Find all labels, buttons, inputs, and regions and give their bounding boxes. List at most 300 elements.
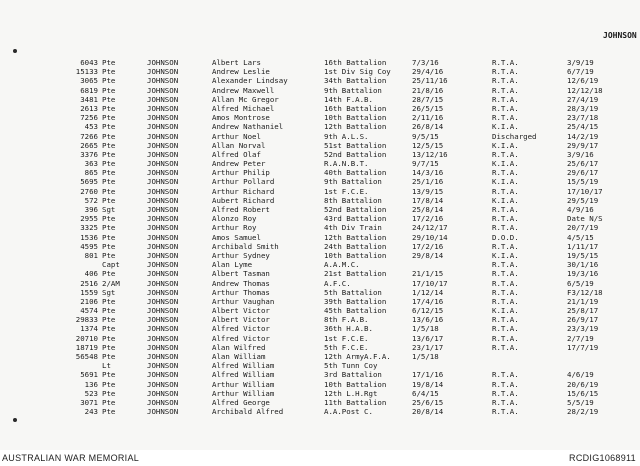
fate: R.T.A. bbox=[492, 324, 519, 334]
rank: Pte bbox=[102, 177, 116, 187]
fate-date: 29/5/19 bbox=[567, 195, 599, 205]
rank: Sgt bbox=[102, 205, 116, 214]
fate-date: 29/9/17 bbox=[567, 140, 599, 150]
given-names: Alfred William bbox=[212, 370, 275, 380]
fate: R.T.A. bbox=[492, 214, 519, 224]
rank: Pte bbox=[102, 195, 116, 205]
fate-date: 4/6/19 bbox=[567, 370, 594, 380]
roll-row bbox=[0, 306, 640, 315]
unit: 4th Div Train bbox=[324, 223, 382, 233]
unit: 10th Battalion bbox=[324, 379, 387, 389]
fate: R.T.A. bbox=[492, 379, 519, 389]
rank: Pte bbox=[102, 159, 116, 169]
enlistment-date: 17/10/17 bbox=[412, 278, 448, 288]
given-names: Alan Wilfred bbox=[212, 342, 266, 352]
fate: R.T.A. bbox=[492, 333, 519, 343]
nominal-roll-list bbox=[0, 58, 640, 416]
surname: JOHNSON bbox=[147, 214, 179, 224]
fate-date: 3/9/19 bbox=[567, 58, 594, 67]
fate: R.T.A. bbox=[492, 296, 519, 306]
service-number: 1559 bbox=[80, 287, 98, 297]
rank: Pte bbox=[102, 223, 116, 233]
service-number: 29833 bbox=[75, 315, 98, 325]
unit: R.A.N.B.T. bbox=[324, 159, 369, 169]
service-number: 1374 bbox=[80, 324, 98, 334]
surname: JOHNSON bbox=[147, 342, 179, 352]
unit: 5th Tunn Coy bbox=[324, 361, 378, 371]
archive-footer bbox=[0, 450, 640, 466]
fate-date: 28/3/19 bbox=[567, 103, 599, 113]
service-number: 3071 bbox=[80, 397, 98, 407]
unit: 24th Battalion bbox=[324, 241, 387, 251]
surname: JOHNSON bbox=[147, 250, 179, 260]
surname: JOHNSON bbox=[147, 333, 179, 343]
roll-row bbox=[0, 269, 640, 278]
service-number: 406 bbox=[84, 269, 98, 279]
enlistment-date: 1/5/18 bbox=[412, 324, 439, 334]
service-number: 2665 bbox=[80, 140, 98, 150]
enlistment-date: 29/4/16 bbox=[412, 67, 444, 77]
unit: 10th Battalion bbox=[324, 113, 387, 123]
surname: JOHNSON bbox=[147, 269, 179, 279]
given-names: Arthur William bbox=[212, 379, 275, 389]
service-number: 3065 bbox=[80, 76, 98, 86]
fate: D.O.D. bbox=[492, 232, 519, 242]
roll-row bbox=[0, 150, 640, 159]
service-number: 1536 bbox=[80, 232, 98, 242]
roll-row bbox=[0, 104, 640, 113]
fate-date: 25/4/15 bbox=[567, 122, 599, 132]
enlistment-date: 1/12/14 bbox=[412, 287, 444, 297]
enlistment-date: 13/9/15 bbox=[412, 186, 444, 196]
surname: JOHNSON bbox=[147, 388, 179, 398]
given-names: Archibald Smith bbox=[212, 241, 279, 251]
given-names: Allan Norval bbox=[212, 140, 266, 150]
unit: 52nd Battalion bbox=[324, 205, 387, 214]
service-number: 3325 bbox=[80, 223, 98, 233]
surname: JOHNSON bbox=[147, 241, 179, 251]
enlistment-date: 12/5/15 bbox=[412, 140, 444, 150]
surname: JOHNSON bbox=[147, 232, 179, 242]
rank: Pte bbox=[102, 103, 116, 113]
enlistment-date: 13/6/17 bbox=[412, 333, 444, 343]
unit: 12th L.H.Rgt bbox=[324, 388, 378, 398]
service-number: 2955 bbox=[80, 214, 98, 224]
enlistment-date: 26/8/14 bbox=[412, 122, 444, 132]
given-names: Albert Victor bbox=[212, 306, 270, 316]
surname: JOHNSON bbox=[147, 168, 179, 178]
surname: JOHNSON bbox=[147, 149, 179, 159]
unit: 45th Battalion bbox=[324, 306, 387, 316]
rank: Pte bbox=[102, 397, 116, 407]
service-number: 6043 bbox=[80, 58, 98, 67]
rank: Lt bbox=[102, 361, 111, 371]
roll-row bbox=[0, 334, 640, 343]
surname: JOHNSON bbox=[147, 397, 179, 407]
given-names: Alfred Robert bbox=[212, 205, 270, 214]
fate-date: 19/3/16 bbox=[567, 269, 599, 279]
roll-row bbox=[0, 132, 640, 141]
enlistment-date: 21/1/15 bbox=[412, 269, 444, 279]
service-number: 6819 bbox=[80, 85, 98, 95]
roll-row bbox=[0, 407, 640, 416]
enlistment-date: 21/8/16 bbox=[412, 85, 444, 95]
service-number: 396 bbox=[84, 205, 98, 214]
service-number: 801 bbox=[84, 250, 98, 260]
enlistment-date: 13/6/16 bbox=[412, 315, 444, 325]
given-names: Allan Mc Gregor bbox=[212, 94, 279, 104]
fate: R.T.A. bbox=[492, 205, 519, 214]
fate: Discharged bbox=[492, 131, 537, 141]
enlistment-date: 26/5/15 bbox=[412, 103, 444, 113]
roll-row bbox=[0, 67, 640, 76]
unit: 40th Battalion bbox=[324, 168, 387, 178]
roll-row bbox=[0, 76, 640, 85]
rank: Pte bbox=[102, 342, 116, 352]
surname: JOHNSON bbox=[147, 85, 179, 95]
roll-row bbox=[0, 177, 640, 186]
surname: JOHNSON bbox=[147, 94, 179, 104]
enlistment-date: 25/6/15 bbox=[412, 397, 444, 407]
given-names: Arthur Thomas bbox=[212, 287, 270, 297]
rank: Pte bbox=[102, 269, 116, 279]
fate: R.T.A. bbox=[492, 269, 519, 279]
service-number: 7256 bbox=[80, 113, 98, 123]
footer-record-id: RCDIG1068911 bbox=[569, 453, 636, 463]
enlistment-date: 2/11/16 bbox=[412, 113, 444, 123]
fate-date: F3/12/18 bbox=[567, 287, 603, 297]
enlistment-date: 13/12/16 bbox=[412, 149, 448, 159]
fate-date: 17/10/17 bbox=[567, 186, 603, 196]
rank: Pte bbox=[102, 241, 116, 251]
service-number: 2760 bbox=[80, 186, 98, 196]
roll-row bbox=[0, 196, 640, 205]
unit: 8th Battalion bbox=[324, 195, 382, 205]
unit: 5th F.C.E. bbox=[324, 342, 369, 352]
surname: JOHNSON bbox=[147, 361, 179, 371]
enlistment-date: 19/8/14 bbox=[412, 379, 444, 389]
fate: K.I.A. bbox=[492, 306, 519, 316]
service-number: 5695 bbox=[80, 177, 98, 187]
fate-date: 23/3/19 bbox=[567, 324, 599, 334]
rank: Pte bbox=[102, 122, 116, 132]
given-names: Arthur William bbox=[212, 388, 275, 398]
given-names: Albert Tasman bbox=[212, 269, 270, 279]
fate-date: 30/1/16 bbox=[567, 260, 599, 270]
service-number: 2106 bbox=[80, 296, 98, 306]
roll-row bbox=[0, 113, 640, 122]
unit: 51st Battalion bbox=[324, 140, 387, 150]
rank: Pte bbox=[102, 131, 116, 141]
given-names: Alexander Lindsay bbox=[212, 76, 288, 86]
unit: 43rd Battalion bbox=[324, 214, 387, 224]
enlistment-date: 29/8/14 bbox=[412, 250, 444, 260]
given-names: Amos Samuel bbox=[212, 232, 261, 242]
fate-date: 20/7/19 bbox=[567, 223, 599, 233]
rank: Pte bbox=[102, 149, 116, 159]
enlistment-date: 7/3/16 bbox=[412, 58, 439, 67]
roll-row bbox=[0, 260, 640, 269]
enlistment-date: 25/11/16 bbox=[412, 76, 448, 86]
roll-row bbox=[0, 324, 640, 333]
unit: 1st F.C.E. bbox=[324, 186, 369, 196]
rank: Sgt bbox=[102, 287, 116, 297]
roll-row bbox=[0, 279, 640, 288]
surname: JOHNSON bbox=[147, 296, 179, 306]
unit: 21st Battalion bbox=[324, 269, 387, 279]
given-names: Alfred George bbox=[212, 397, 270, 407]
service-number: 3376 bbox=[80, 149, 98, 159]
fate-date: 4/9/16 bbox=[567, 205, 594, 214]
rank: Pte bbox=[102, 67, 116, 77]
fate: K.I.A. bbox=[492, 159, 519, 169]
rank: Pte bbox=[102, 94, 116, 104]
unit: 12th ArmyA.F.A. bbox=[324, 352, 391, 361]
fate-date: Date N/S bbox=[567, 214, 603, 224]
surname: JOHNSON bbox=[147, 159, 179, 169]
surname: JOHNSON bbox=[147, 287, 179, 297]
service-number: 20710 bbox=[75, 333, 98, 343]
fate: R.T.A. bbox=[492, 397, 519, 407]
rank: Pte bbox=[102, 388, 116, 398]
service-number: 5691 bbox=[80, 370, 98, 380]
fate-date: 12/12/18 bbox=[567, 85, 603, 95]
roll-row bbox=[0, 214, 640, 223]
surname: JOHNSON bbox=[147, 370, 179, 380]
surname: JOHNSON bbox=[147, 140, 179, 150]
given-names: Alfred Victor bbox=[212, 324, 270, 334]
fate: R.T.A. bbox=[492, 287, 519, 297]
enlistment-date: 25/8/14 bbox=[412, 205, 444, 214]
fate: R.T.A. bbox=[492, 67, 519, 77]
fate-date: 1/11/17 bbox=[567, 241, 599, 251]
unit: 39th Battalion bbox=[324, 296, 387, 306]
enlistment-date: 20/8/14 bbox=[412, 407, 444, 417]
unit: A.F.C. bbox=[324, 278, 351, 288]
given-names: Andrew Leslie bbox=[212, 67, 270, 77]
given-names: Alan William bbox=[212, 352, 266, 361]
rank: Pte bbox=[102, 214, 116, 224]
roll-row bbox=[0, 361, 640, 370]
roll-row bbox=[0, 389, 640, 398]
roll-row bbox=[0, 370, 640, 379]
rank: Pte bbox=[102, 333, 116, 343]
roll-row bbox=[0, 288, 640, 297]
given-names: Arthur Philip bbox=[212, 168, 270, 178]
rank: Pte bbox=[102, 250, 116, 260]
rank: Pte bbox=[102, 315, 116, 325]
unit: 12th Battalion bbox=[324, 122, 387, 132]
given-names: Aubert Richard bbox=[212, 195, 275, 205]
enlistment-date: 6/12/15 bbox=[412, 306, 444, 316]
service-number: 453 bbox=[84, 122, 98, 132]
enlistment-date: 17/2/16 bbox=[412, 241, 444, 251]
fate: K.I.A. bbox=[492, 140, 519, 150]
fate: R.T.A. bbox=[492, 76, 519, 86]
fate-date: 14/2/19 bbox=[567, 131, 599, 141]
given-names: Alfred Olaf bbox=[212, 149, 261, 159]
fate-date: 4/5/15 bbox=[567, 232, 594, 242]
rank: Pte bbox=[102, 352, 116, 361]
enlistment-date: 25/1/16 bbox=[412, 177, 444, 187]
surname: JOHNSON bbox=[147, 67, 179, 77]
roll-row bbox=[0, 168, 640, 177]
given-names: Arthur Roy bbox=[212, 223, 257, 233]
sheet-header-surname: JOHNSON bbox=[603, 31, 637, 40]
fate: R.T.A. bbox=[492, 370, 519, 380]
fate-date: 15/5/19 bbox=[567, 177, 599, 187]
unit: 52nd Battalion bbox=[324, 149, 387, 159]
unit: 36th H.A.B. bbox=[324, 324, 373, 334]
unit: 34th Battalion bbox=[324, 76, 387, 86]
service-number: 363 bbox=[84, 159, 98, 169]
fate: R.T.A. bbox=[492, 58, 519, 67]
roll-row bbox=[0, 380, 640, 389]
enlistment-date: 17/2/16 bbox=[412, 214, 444, 224]
roll-row bbox=[0, 297, 640, 306]
fate-date: 21/1/19 bbox=[567, 296, 599, 306]
fate: R.T.A. bbox=[492, 407, 519, 417]
surname: JOHNSON bbox=[147, 177, 179, 187]
service-number: 3481 bbox=[80, 94, 98, 104]
surname: JOHNSON bbox=[147, 205, 179, 214]
fate-date: 20/6/19 bbox=[567, 379, 599, 389]
surname: JOHNSON bbox=[147, 186, 179, 196]
fate: K.I.A. bbox=[492, 177, 519, 187]
fate-date: 6/7/19 bbox=[567, 67, 594, 77]
surname: JOHNSON bbox=[147, 315, 179, 325]
fate: R.T.A. bbox=[492, 149, 519, 159]
roll-row bbox=[0, 233, 640, 242]
surname: JOHNSON bbox=[147, 324, 179, 334]
surname: JOHNSON bbox=[147, 407, 179, 417]
fate-date: 19/5/15 bbox=[567, 250, 599, 260]
roll-row bbox=[0, 251, 640, 260]
fate-date: 23/7/18 bbox=[567, 113, 599, 123]
rank: Pte bbox=[102, 324, 116, 334]
rank: Pte bbox=[102, 186, 116, 196]
service-number: 15133 bbox=[75, 67, 98, 77]
fate-date: 3/9/16 bbox=[567, 149, 594, 159]
roll-row bbox=[0, 141, 640, 150]
service-number: 56548 bbox=[75, 352, 98, 361]
fate: K.I.A. bbox=[492, 250, 519, 260]
given-names: Amos Montrose bbox=[212, 113, 270, 123]
fate: R.T.A. bbox=[492, 85, 519, 95]
given-names: Alonzo Roy bbox=[212, 214, 257, 224]
rank: Pte bbox=[102, 58, 116, 67]
rank: 2/AM bbox=[102, 278, 120, 288]
unit: 8th F.A.B. bbox=[324, 315, 369, 325]
unit: 11th Battalion bbox=[324, 397, 387, 407]
rank: Pte bbox=[102, 370, 116, 380]
roll-row bbox=[0, 223, 640, 232]
service-number: 523 bbox=[84, 388, 98, 398]
surname: JOHNSON bbox=[147, 379, 179, 389]
enlistment-date: 17/4/16 bbox=[412, 296, 444, 306]
surname: JOHNSON bbox=[147, 195, 179, 205]
fate: R.T.A. bbox=[492, 388, 519, 398]
surname: JOHNSON bbox=[147, 260, 179, 270]
given-names: Albert Victor bbox=[212, 315, 270, 325]
fate-date: 12/6/19 bbox=[567, 76, 599, 86]
roll-row bbox=[0, 398, 640, 407]
service-number: 572 bbox=[84, 195, 98, 205]
enlistment-date: 14/3/16 bbox=[412, 168, 444, 178]
fate: K.I.A. bbox=[492, 122, 519, 132]
surname: JOHNSON bbox=[147, 103, 179, 113]
roll-row bbox=[0, 86, 640, 95]
enlistment-date: 9/7/15 bbox=[412, 159, 439, 169]
fate: R.T.A. bbox=[492, 342, 519, 352]
roll-row bbox=[0, 352, 640, 361]
punch-hole bbox=[13, 418, 17, 422]
given-names: Andrew Maxwell bbox=[212, 85, 275, 95]
unit: 1st F.C.E. bbox=[324, 333, 369, 343]
service-number: 2516 bbox=[80, 278, 98, 288]
given-names: Alfred Michael bbox=[212, 103, 275, 113]
enlistment-date: 24/12/17 bbox=[412, 223, 448, 233]
service-number: 7266 bbox=[80, 131, 98, 141]
unit: A.A.M.C. bbox=[324, 260, 360, 270]
unit: 16th Battalion bbox=[324, 58, 387, 67]
fate: R.T.A. bbox=[492, 103, 519, 113]
given-names: Alfred Victor bbox=[212, 333, 270, 343]
enlistment-date: 6/4/15 bbox=[412, 388, 439, 398]
service-number: 4574 bbox=[80, 306, 98, 316]
roll-row bbox=[0, 58, 640, 67]
enlistment-date: 1/5/18 bbox=[412, 352, 439, 361]
roll-row bbox=[0, 95, 640, 104]
enlistment-date: 17/8/14 bbox=[412, 195, 444, 205]
fate-date: 28/2/19 bbox=[567, 407, 599, 417]
unit: 5th Battalion bbox=[324, 287, 382, 297]
unit: 9th A.L.S. bbox=[324, 131, 369, 141]
surname: JOHNSON bbox=[147, 76, 179, 86]
given-names: Andrew Nathaniel bbox=[212, 122, 284, 132]
service-number: 2613 bbox=[80, 103, 98, 113]
fate-date: 6/5/19 bbox=[567, 278, 594, 288]
rank: Pte bbox=[102, 306, 116, 316]
given-names: Andrew Thomas bbox=[212, 278, 270, 288]
enlistment-date: 23/1/17 bbox=[412, 342, 444, 352]
rank: Pte bbox=[102, 407, 116, 417]
surname: JOHNSON bbox=[147, 122, 179, 132]
fate-date: 17/7/19 bbox=[567, 342, 599, 352]
footer-institution: AUSTRALIAN WAR MEMORIAL bbox=[2, 453, 140, 463]
fate: R.T.A. bbox=[492, 168, 519, 178]
unit: 9th Battalion bbox=[324, 177, 382, 187]
fate: K.I.A. bbox=[492, 195, 519, 205]
roll-row bbox=[0, 187, 640, 196]
enlistment-date: 17/1/16 bbox=[412, 370, 444, 380]
fate: R.T.A. bbox=[492, 94, 519, 104]
surname: JOHNSON bbox=[147, 113, 179, 123]
service-number: 865 bbox=[84, 168, 98, 178]
roll-row bbox=[0, 343, 640, 352]
surname: JOHNSON bbox=[147, 306, 179, 316]
rank: Pte bbox=[102, 296, 116, 306]
fate: R.T.A. bbox=[492, 278, 519, 288]
enlistment-date: 29/10/14 bbox=[412, 232, 448, 242]
surname: JOHNSON bbox=[147, 352, 179, 361]
rank: Pte bbox=[102, 140, 116, 150]
given-names: Arthur Pollard bbox=[212, 177, 275, 187]
roll-row bbox=[0, 315, 640, 324]
service-number: 4595 bbox=[80, 241, 98, 251]
fate-date: 27/4/19 bbox=[567, 94, 599, 104]
rank: Pte bbox=[102, 168, 116, 178]
